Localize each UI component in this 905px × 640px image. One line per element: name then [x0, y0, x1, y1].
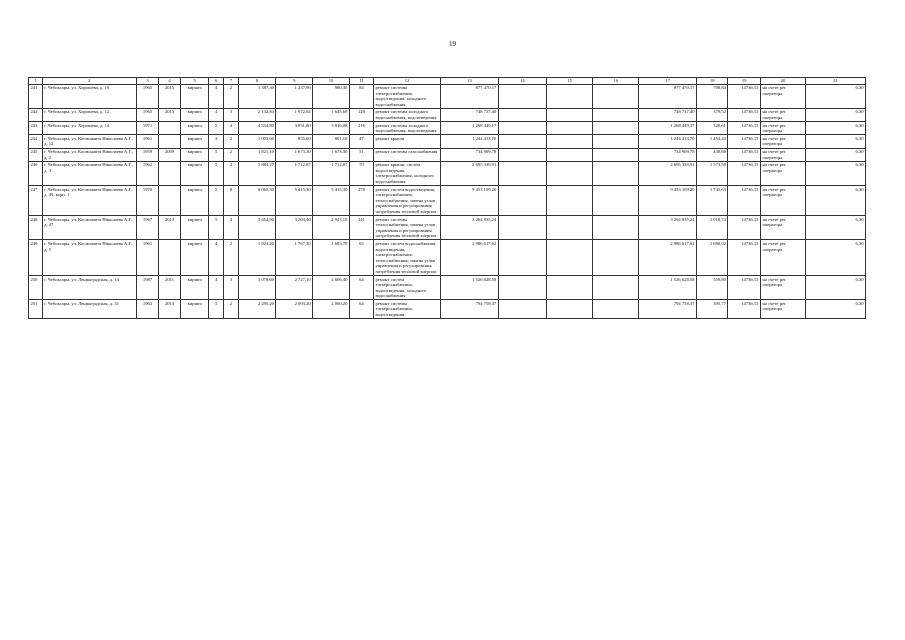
entrances-cell: 2 [224, 148, 239, 161]
row-number-cell: 245 [29, 148, 43, 161]
owned-area-cell: 1 673,30 [313, 148, 350, 161]
funding-method-cell: на счете рег. оператора [760, 84, 805, 108]
limit-cost-cell: 14736,15 [728, 108, 761, 121]
column-16-cell [593, 186, 639, 216]
address-cell: г. Чебоксары, ул. Космонавта Николаева А.Г., д. 47 [42, 216, 136, 240]
year-built-cell: 1961 [137, 240, 159, 276]
year-repair-cell [159, 135, 181, 148]
owned-area-cell: 2 060,20 [313, 300, 350, 319]
cost-total-cell: 9 453 109,20 [441, 186, 499, 216]
term-cell: 6,30 [806, 135, 866, 148]
funding-method-cell: на счете рег. оператора [760, 161, 805, 185]
limit-cost-cell: 14736,15 [728, 240, 761, 276]
floors-cell: 5 [209, 161, 224, 185]
unit-cost-cell: 708,84 [696, 84, 727, 108]
column-15-cell [547, 186, 593, 216]
funding-method-cell: на счете рег. оператора [760, 148, 805, 161]
living-area-cell: 3 931,80 [276, 122, 313, 135]
cost-total-cell: 1 244 413,70 [441, 135, 499, 148]
owned-area-cell: 1 712,87 [313, 161, 350, 185]
term-cell: 6,30 [806, 148, 866, 161]
cost-fund-cell: 794 758,37 [639, 300, 697, 319]
year-repair-cell [159, 186, 181, 216]
table-row [29, 186, 866, 216]
limit-cost-cell: 14736,15 [728, 300, 761, 319]
funding-method-cell: на счете рег. оператора [760, 108, 805, 121]
wall-material-cell: кирпич [181, 148, 209, 161]
total-area-cell: 1 924,20 [238, 240, 276, 276]
residents-cell: 51 [349, 148, 373, 161]
cost-fund-cell: 877 470,17 [639, 84, 697, 108]
entrances-cell: 2 [224, 135, 239, 148]
unit-cost-cell: 438,66 [696, 148, 727, 161]
column-14-cell [498, 135, 546, 148]
term-cell: 6,30 [806, 161, 866, 185]
year-repair-cell: 2013 [159, 300, 181, 319]
residents-cell: 47 [349, 135, 373, 148]
cost-total-cell: 877 470,17 [441, 84, 499, 108]
row-number-cell: 250 [29, 276, 43, 300]
column-number: 16 [593, 78, 639, 85]
column-16-cell [593, 240, 639, 276]
column-15-cell [547, 135, 593, 148]
year-repair-cell: 2009 [159, 148, 181, 161]
year-built-cell: 1965 [137, 84, 159, 108]
table-row [29, 240, 866, 276]
unit-cost-cell: 395,77 [696, 300, 727, 319]
entrances-cell: 2 [224, 240, 239, 276]
table-row [29, 300, 866, 319]
living-area-cell: 3 204,40 [276, 216, 313, 240]
column-15-cell [547, 216, 593, 240]
column-number-row [29, 78, 866, 85]
address-cell: г. Чебоксары, ул. Космонавта Николаева А.Г., д. 2 [42, 148, 136, 161]
column-16-cell [593, 84, 639, 108]
works-cell: ремонт крыши [373, 135, 440, 148]
address-cell: г. Чебоксары, ул. Хорошева, д. 14 [42, 122, 136, 135]
column-14-cell [498, 148, 546, 161]
unit-cost-cell: 1 573,58 [696, 161, 727, 185]
column-number: 1 [29, 78, 43, 85]
table-row [29, 276, 866, 300]
floors-cell: 4 [209, 108, 224, 121]
residents-cell: 141 [349, 216, 373, 240]
column-15-cell [547, 161, 593, 185]
row-number-cell: 241 [29, 84, 43, 108]
column-number: 20 [760, 78, 805, 85]
cost-total-cell: 2 986 617,62 [441, 240, 499, 276]
limit-cost-cell: 14736,15 [728, 276, 761, 300]
floors-cell: 4 [209, 240, 224, 276]
cost-fund-cell: 1 268 449,17 [639, 122, 697, 135]
works-cell: ремонт системы холодного водоснабжения, водоотведения [373, 108, 440, 121]
entrances-cell: 4 [224, 216, 239, 240]
column-number: 17 [639, 78, 697, 85]
works-cell: ремонт систем водоснабжения, водоотведения, электроснабжения, теплоснабжения, замена узлов управления и регулирования потребления тепловой энергии [373, 240, 440, 276]
column-number: 7 [224, 78, 239, 85]
cost-total-cell: 1 526 628,58 [441, 276, 499, 300]
owned-area-cell: 801,10 [313, 135, 350, 148]
table-row [29, 161, 866, 185]
page-number: 19 [449, 40, 456, 48]
cost-fund-cell: 734 909,78 [639, 148, 697, 161]
total-area-cell: 6 065,30 [238, 186, 276, 216]
limit-cost-cell: 14736,15 [728, 135, 761, 148]
column-number: 19 [728, 78, 761, 85]
funding-method-cell: на счете рег. оператора [760, 122, 805, 135]
entrances-cell: 2 [224, 161, 239, 185]
year-built-cell: 1967 [137, 216, 159, 240]
entrances-cell: 2 [224, 84, 239, 108]
row-number-cell: 249 [29, 240, 43, 276]
row-number-cell: 246 [29, 161, 43, 185]
residents-cell: 64 [349, 276, 373, 300]
column-number: 18 [696, 78, 727, 85]
year-built-cell: 1959 [137, 148, 159, 161]
total-area-cell: 2 132,84 [238, 108, 276, 121]
column-16-cell [593, 161, 639, 185]
owned-area-cell: 1 645,69 [313, 108, 350, 121]
funding-method-cell: на счете рег. оператора [760, 276, 805, 300]
residents-cell: 65 [349, 240, 373, 276]
floors-cell: 5 [209, 216, 224, 240]
wall-material-cell: кирпич [181, 240, 209, 276]
wall-material-cell: кирпич [181, 84, 209, 108]
row-number-cell: 242 [29, 108, 43, 121]
floors-cell: 5 [209, 186, 224, 216]
table-row [29, 135, 866, 148]
floors-cell: 5 [209, 300, 224, 319]
year-built-cell: 1961 [137, 135, 159, 148]
owned-area-cell: 980,30 [313, 84, 350, 108]
year-repair-cell [159, 122, 181, 135]
wall-material-cell: кирпич [181, 276, 209, 300]
wall-material-cell: кирпич [181, 161, 209, 185]
term-cell: 6,30 [806, 186, 866, 216]
living-area-cell: 1 972,84 [276, 108, 313, 121]
table-row [29, 148, 866, 161]
total-area-cell: 1 884,27 [238, 161, 276, 185]
residents-cell: 70 [349, 161, 373, 185]
column-number: 13 [441, 78, 499, 85]
entrances-cell: 3 [224, 276, 239, 300]
table-row [29, 216, 866, 240]
year-built-cell: 1971 [137, 122, 159, 135]
term-cell: 6,30 [806, 84, 866, 108]
column-number: 21 [806, 78, 866, 85]
column-number: 15 [547, 78, 593, 85]
limit-cost-cell: 14736,15 [728, 148, 761, 161]
wall-material-cell: кирпич [181, 108, 209, 121]
column-16-cell [593, 216, 639, 240]
limit-cost-cell: 14736,15 [728, 161, 761, 185]
year-repair-cell [159, 240, 181, 276]
unit-cost-cell: 1 018,74 [696, 216, 727, 240]
funding-method-cell: на счете рег. оператора [760, 216, 805, 240]
entrances-cell: 2 [224, 300, 239, 319]
year-repair-cell: 2013 [159, 216, 181, 240]
year-built-cell: 1965 [137, 108, 159, 121]
total-area-cell: 2 295,20 [238, 300, 276, 319]
column-16-cell [593, 300, 639, 319]
column-15-cell [547, 300, 593, 319]
year-repair-cell [159, 161, 181, 185]
unit-cost-cell: 1 690,02 [696, 240, 727, 276]
residents-cell: 128 [349, 108, 373, 121]
floors-cell: 3 [209, 135, 224, 148]
term-cell: 6,30 [806, 216, 866, 240]
column-14-cell [498, 216, 546, 240]
term-cell: 6,30 [806, 276, 866, 300]
living-area-cell: 5 415,30 [276, 186, 313, 216]
column-15-cell [547, 122, 593, 135]
residents-cell: 216 [349, 122, 373, 135]
column-14-cell [498, 108, 546, 121]
column-14-cell [498, 161, 546, 185]
column-16-cell [593, 122, 639, 135]
cost-fund-cell: 1 244 413,70 [639, 135, 697, 148]
cost-fund-cell: 748 737,40 [639, 108, 697, 121]
owned-area-cell: 2 606,40 [313, 276, 350, 300]
cost-total-cell: 748 737,40 [441, 108, 499, 121]
address-cell: г. Чебоксары, ул. Космонавта Николаева А.Г., д. 12 [42, 135, 136, 148]
entrances-cell: 4 [224, 122, 239, 135]
cost-total-cell: 2 695 339,91 [441, 161, 499, 185]
wall-material-cell: кирпич [181, 135, 209, 148]
address-cell: г. Чебоксары, ул. Космонавта Николаева А.Г., д. 5 [42, 240, 136, 276]
living-area-cell: 1 767,20 [276, 240, 313, 276]
living-area-cell: 2 727,10 [276, 276, 313, 300]
unit-cost-cell: 379,52 [696, 108, 727, 121]
unit-cost-cell: 320,61 [696, 122, 727, 135]
total-area-cell: 3 070,60 [238, 276, 276, 300]
column-15-cell [547, 108, 593, 121]
column-number: 2 [42, 78, 136, 85]
column-number: 9 [276, 78, 313, 85]
wall-material-cell: кирпич [181, 186, 209, 216]
limit-cost-cell: 14736,15 [728, 84, 761, 108]
address-cell: г. Чебоксары, ул. Ленинградская, д. 31 [42, 300, 136, 319]
row-number-cell: 247 [29, 186, 43, 216]
residents-cell: 84 [349, 84, 373, 108]
term-cell: 6,30 [806, 108, 866, 121]
year-built-cell: 1962 [137, 161, 159, 185]
limit-cost-cell: 14736,15 [728, 216, 761, 240]
living-area-cell: 855,60 [276, 135, 313, 148]
funding-method-cell: на счете рег. оператора [760, 186, 805, 216]
residents-cell: 64 [349, 300, 373, 319]
floors-cell: 4 [209, 276, 224, 300]
year-built-cell: 1987 [137, 276, 159, 300]
row-number-cell: 243 [29, 122, 43, 135]
works-cell: ремонт крыши, систем водоотведения, электроснабжения, холодного водоснабжения [373, 161, 440, 185]
column-14-cell [498, 300, 546, 319]
column-14-cell [498, 240, 546, 276]
column-14-cell [498, 186, 546, 216]
owned-area-cell: 5 415,30 [313, 186, 350, 216]
column-15-cell [547, 240, 593, 276]
address-cell: г. Чебоксары, ул. Ленинградская, д. 14 [42, 276, 136, 300]
year-built-cell: 1963 [137, 300, 159, 319]
limit-cost-cell: 14736,15 [728, 186, 761, 216]
living-area-cell: 2 093,20 [276, 300, 313, 319]
column-number: 14 [498, 78, 546, 85]
works-cell: ремонт системы электроснабжения, водоотведения, холодного водоснабжения [373, 84, 440, 108]
year-built-cell: 1970 [137, 186, 159, 216]
address-cell: г. Чебоксары, ул. Космонавта Николаева А.Г., д. 49, корп. 1 [42, 186, 136, 216]
works-cell: ремонт системы газоснабжения [373, 148, 440, 161]
cost-total-cell: 794 758,37 [441, 300, 499, 319]
unit-cost-cell: 1 745,63 [696, 186, 727, 216]
column-14-cell [498, 122, 546, 135]
wall-material-cell: кирпич [181, 300, 209, 319]
row-number-cell: 248 [29, 216, 43, 240]
total-area-cell: 1 387,30 [238, 84, 276, 108]
column-16-cell [593, 148, 639, 161]
column-number: 8 [238, 78, 276, 85]
cost-total-cell: 1 268 449,17 [441, 122, 499, 135]
cost-fund-cell: 2 986 617,62 [639, 240, 697, 276]
cost-fund-cell: 2 695 339,91 [639, 161, 697, 185]
term-cell: 6,30 [806, 122, 866, 135]
unit-cost-cell: 1 454,43 [696, 135, 727, 148]
floors-cell: 5 [209, 148, 224, 161]
column-16-cell [593, 135, 639, 148]
owned-area-cell: 3 816,08 [313, 122, 350, 135]
column-number: 12 [373, 78, 440, 85]
column-number: 10 [313, 78, 350, 85]
column-number: 4 [159, 78, 181, 85]
column-number: 6 [209, 78, 224, 85]
funding-method-cell: на счете рег. оператора [760, 135, 805, 148]
living-area-cell: 1 673,30 [276, 148, 313, 161]
table-row [29, 122, 866, 135]
year-repair-cell: 2015 [159, 84, 181, 108]
column-number: 5 [181, 78, 209, 85]
repair-program-table [28, 77, 866, 319]
wall-material-cell: кирпич [181, 122, 209, 135]
total-area-cell: 1 821,10 [238, 148, 276, 161]
works-cell: ремонт систем электроснабжения, водоотведения, холодного водоснабжения [373, 276, 440, 300]
works-cell: ремонт системы холодного водоснабжения, водоотведения [373, 122, 440, 135]
table-row [29, 108, 866, 121]
owned-area-cell: 2 943,10 [313, 216, 350, 240]
cost-total-cell: 734 909,78 [441, 148, 499, 161]
works-cell: ремонт систем водоотведения, электроснабжения, теплоснабжения, замена узлов управления и регулирования потребления тепловой энергии [373, 186, 440, 216]
works-cell: ремонт системы электроснабжения, водоотведения [373, 300, 440, 319]
cost-fund-cell: 3 264 835,24 [639, 216, 697, 240]
term-cell: 6,30 [806, 240, 866, 276]
column-15-cell [547, 84, 593, 108]
column-number: 3 [137, 78, 159, 85]
column-15-cell [547, 276, 593, 300]
limit-cost-cell: 14736,15 [728, 122, 761, 135]
floors-cell: 4 [209, 84, 224, 108]
year-repair-cell: 2011 [159, 276, 181, 300]
address-cell: г. Чебоксары, ул. Хорошева, д. 12 [42, 108, 136, 121]
cost-fund-cell: 1 526 628,58 [639, 276, 697, 300]
column-number: 11 [349, 78, 373, 85]
living-area-cell: 1 237,90 [276, 84, 313, 108]
funding-method-cell: на счете рег. оператора [760, 240, 805, 276]
total-area-cell: 3 454,90 [238, 216, 276, 240]
total-area-cell: 4 334,80 [238, 122, 276, 135]
total-area-cell: 1 003,60 [238, 135, 276, 148]
entrances-cell: 8 [224, 186, 239, 216]
row-number-cell: 251 [29, 300, 43, 319]
column-14-cell [498, 84, 546, 108]
cost-total-cell: 3 264 835,24 [441, 216, 499, 240]
living-area-cell: 1 712,87 [276, 161, 313, 185]
unit-cost-cell: 559,80 [696, 276, 727, 300]
address-cell: г. Чебоксары, ул. Космонавта Николаева А.Г., д. 3 [42, 161, 136, 185]
year-repair-cell: 2015 [159, 108, 181, 121]
row-number-cell: 244 [29, 135, 43, 148]
residents-cell: 278 [349, 186, 373, 216]
works-cell: ремонт системы теплоснабжения, замена узлов управления и регулирования потребления тепловой энергии [373, 216, 440, 240]
column-16-cell [593, 276, 639, 300]
column-15-cell [547, 148, 593, 161]
entrances-cell: 3 [224, 108, 239, 121]
cost-fund-cell: 9 453 109,20 [639, 186, 697, 216]
address-cell: г. Чебоксары, ул. Хорошева, д. 10 [42, 84, 136, 108]
table-row [29, 84, 866, 108]
column-14-cell [498, 276, 546, 300]
column-16-cell [593, 108, 639, 121]
floors-cell: 5 [209, 122, 224, 135]
wall-material-cell: кирпич [181, 216, 209, 240]
funding-method-cell: на счете рег. оператора [760, 300, 805, 319]
term-cell: 6,30 [806, 300, 866, 319]
owned-area-cell: 1 683,70 [313, 240, 350, 276]
